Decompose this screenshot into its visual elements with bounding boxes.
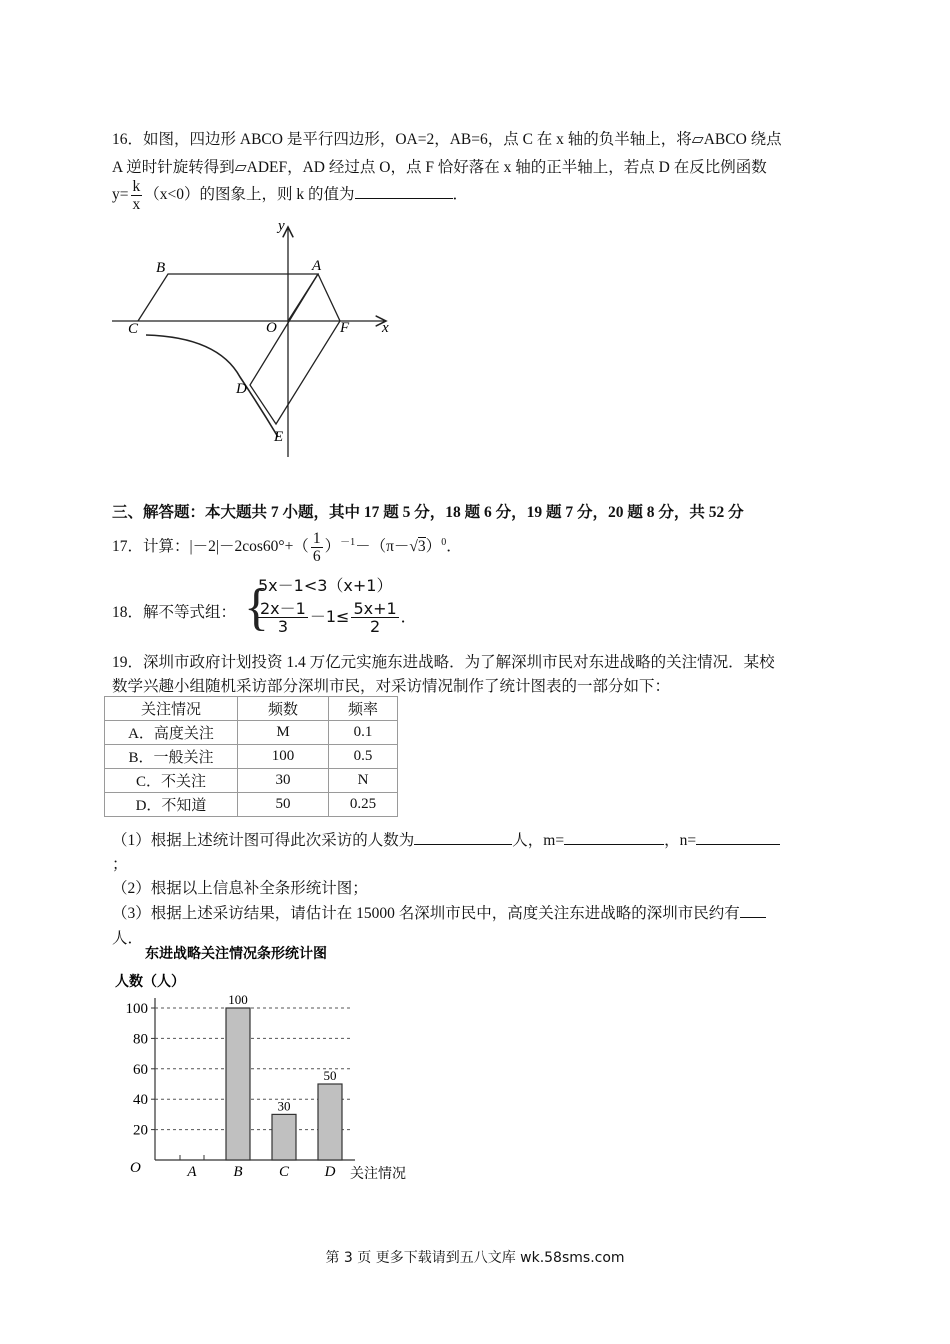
- table-cell: 0.5: [329, 745, 398, 769]
- q17-end: ．: [446, 538, 462, 556]
- q18-ineq1: 5x－1<3（x+1）: [258, 576, 393, 595]
- q19-line2: 数学兴趣小组随机采访部分深圳市民，对采访情况制作了统计图表的一部分如下：: [112, 678, 671, 695]
- q16-end: ．: [452, 186, 469, 204]
- table-row: [105, 721, 398, 745]
- table-header: 频率: [329, 697, 398, 721]
- q17-sqrt-arg: 3: [417, 538, 426, 556]
- q17-part3: －（π－: [355, 538, 410, 556]
- chart-origin: O: [130, 1160, 141, 1176]
- q17-frac-den: 6: [312, 548, 321, 565]
- chart-bar-b: [226, 1008, 250, 1160]
- table-cell: C．不关注: [105, 769, 238, 793]
- label-f: F: [340, 320, 350, 336]
- q18-label: 18．解不等式组：: [112, 604, 237, 621]
- q17-part1: 17．计算：|－2|－2cos60°+（: [112, 538, 309, 556]
- q18-frac-left: [258, 600, 308, 635]
- q19-sub1-c: ，n=: [664, 832, 697, 849]
- q17-part2: ）: [324, 538, 341, 556]
- label-o: O: [266, 320, 277, 336]
- q19-blank-count: [414, 829, 512, 845]
- table-cell: N: [329, 769, 398, 793]
- chart-bar-c: [272, 1114, 296, 1160]
- q16-suffix: （x<0）的图象上，则 k 的值为: [144, 186, 355, 204]
- table-cell: A．高度关注: [105, 721, 238, 745]
- chart-ytick-label: 60: [133, 1061, 148, 1078]
- page-footer: 第 3 页 更多下载请到五八文库 wk.58sms.com: [325, 1250, 625, 1266]
- chart-title: 东进战略关注情况条形统计图: [145, 947, 327, 962]
- q16-figure: [100, 215, 410, 465]
- chart-ytick-label: 80: [133, 1031, 148, 1048]
- q19-sub2: （2）根据以上信息补全条形统计图；: [112, 880, 368, 897]
- q18-end: ．: [400, 607, 417, 626]
- q18-ineq2: [256, 600, 417, 635]
- table-cell: 50: [238, 793, 329, 817]
- label-y: y: [278, 218, 285, 234]
- q19-bar-chart: [100, 938, 440, 1188]
- chart-ytick-label: 40: [133, 1092, 148, 1109]
- chart-category-label: B: [233, 1164, 243, 1180]
- chart-category-label: C: [278, 1164, 290, 1180]
- chart-ytick-label: 100: [125, 1001, 148, 1017]
- chart-category-label: A: [187, 1164, 197, 1180]
- q19-blank-n: [696, 829, 780, 845]
- label-c: C: [128, 321, 139, 337]
- parallelogram-adef: [250, 274, 340, 424]
- q17-fraction: [311, 530, 323, 565]
- q18-frac-right: [351, 600, 398, 635]
- chart-xlabel: 关注情况: [350, 1167, 406, 1182]
- label-a: A: [312, 258, 322, 274]
- q19-sub1: [112, 828, 780, 850]
- label-b: B: [156, 260, 166, 276]
- chart-ylabel: 人数（人）: [115, 975, 185, 990]
- table-cell: M: [238, 721, 329, 745]
- chart-bar-d: [318, 1084, 342, 1160]
- q16-prefix: y=: [112, 186, 129, 204]
- q17-sup1: －1: [340, 536, 356, 548]
- q18-frac-right-den: 2: [369, 617, 381, 636]
- chart-ytick-label: 20: [133, 1122, 148, 1139]
- table-cell: D．不知道: [105, 793, 238, 817]
- q17-sqrt: √3: [409, 538, 426, 556]
- q17-frac-num: 1: [312, 530, 321, 547]
- q16-fraction: [131, 178, 143, 213]
- q19-sub1-a: （1）根据上述统计图可得此次采访的人数为: [112, 832, 415, 849]
- section3-header: 三、解答题：本大题共 7 小题，其中 17 题 5 分，18 题 6 分，19 题 7 分，20 题 8 分，共 52 分: [112, 504, 744, 521]
- q17-line: [112, 530, 462, 565]
- chart-data-label: 50: [323, 1068, 337, 1083]
- q19-sub3: [112, 901, 766, 923]
- table-row: [105, 793, 398, 817]
- table-row: [105, 769, 398, 793]
- q16-line2: A 逆时针旋转得到▱ADEF，AD 经过点 O，点 F 恰好落在 x 轴的正半轴上，若点 D 在反比例函数: [112, 159, 767, 176]
- q18-frac-right-num: 5x+1: [353, 599, 397, 618]
- chart-data-label: 100: [228, 992, 248, 1007]
- table-header-row: [105, 697, 398, 721]
- table-cell: 0.25: [329, 793, 398, 817]
- q19-table: [104, 696, 398, 817]
- table-cell: 100: [238, 745, 329, 769]
- q18-frac-left-num: 2x－1: [260, 599, 306, 618]
- q19-sub1-b: 人，m=: [512, 832, 565, 849]
- q19-sub3-end: 人．: [112, 930, 144, 947]
- q19-sub1-end: ；: [112, 856, 128, 873]
- q18-frac-left-den: 3: [277, 617, 289, 636]
- label-e: E: [274, 429, 284, 445]
- q19-blank-m: [564, 829, 664, 845]
- q19-blank-estimate: [740, 902, 766, 918]
- q16-frac-den: x: [132, 196, 141, 213]
- q19-sub3-text: （3）根据上述采访结果，请估计在 15000 名深圳市民中，高度关注东进战略的深圳市民约有: [112, 905, 740, 922]
- q16-answer-blank: [355, 183, 453, 199]
- chart-data-label: 30: [277, 1098, 291, 1114]
- q17-sup2: 0: [441, 536, 447, 548]
- chart-category-label: D: [324, 1164, 336, 1180]
- chart-bar-a-empty: [180, 1155, 204, 1160]
- table-cell: 0.1: [329, 721, 398, 745]
- q19-line1: 19．深圳市政府计划投资 1.4 万亿元实施东进战略．为了解深圳市民对东进战略的关注情况．某校: [112, 654, 775, 671]
- q18-middle: －1≤: [309, 607, 350, 626]
- q17-part4: ）: [425, 538, 442, 556]
- q18-brace: {: [244, 579, 269, 636]
- table-cell: B．一般关注: [105, 745, 238, 769]
- label-x: x: [382, 320, 389, 336]
- table-header: 频数: [238, 697, 329, 721]
- q16-frac-num: k: [132, 178, 141, 195]
- hyperbola-curve: [146, 335, 278, 437]
- table-header: 关注情况: [105, 697, 238, 721]
- table-cell: 30: [238, 769, 329, 793]
- label-d: D: [236, 381, 247, 397]
- q16-line1: 16．如图，四边形 ABCO 是平行四边形，OA=2，AB=6，点 C 在 x 轴的负半轴上，将▱ABCO 绕点: [112, 131, 782, 148]
- parallelogram-abco: [138, 274, 318, 321]
- table-row: [105, 745, 398, 769]
- q16-line3: [112, 178, 468, 213]
